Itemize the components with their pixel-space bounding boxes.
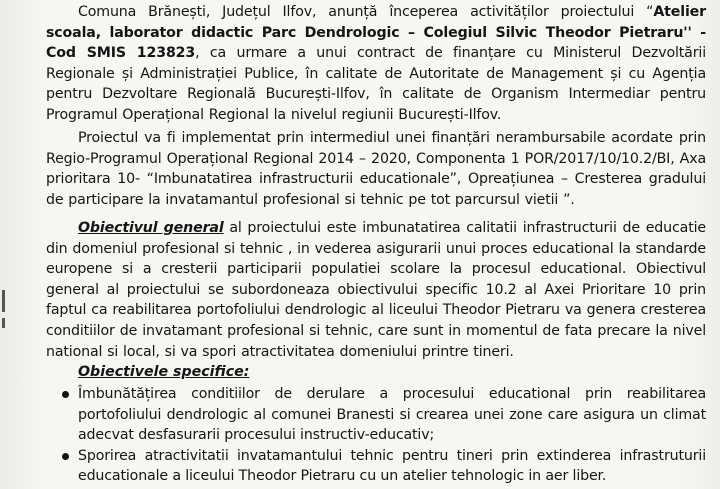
project-title: Atelier scoala, laborator didactic Parc Dendrologic – Colegiul Silvic Theodor Pietraru'' - Cod SMIS 123823	[46, 4, 706, 62]
bullet-icon	[62, 391, 69, 398]
specific-objectives-title: Obiectivele specifice	[78, 364, 244, 380]
list-item-text: Sporirea atractivitatii invatamantului tehnic pentru tineri prin extinderea infrastruturii educationale a liceului Theodor Pietraru cu un atelier tehnologic in aer liber.	[78, 447, 706, 485]
scan-edge-mark	[2, 318, 5, 328]
intro-paragraph	[46, 2, 706, 126]
specific-objectives-list	[46, 384, 706, 487]
specific-objectives-heading	[78, 364, 249, 380]
financing-text: Proiectul va fi implementat prin intermediul unei finanțări nerambursabile acordate prin Regio-Programul Operațional Regional 2014 – 2020, Componenta 1 POR/2017/10/10.2/BI, Axa prioritara 10- “Imbunatatirea infrastructurii educationale”, Opreațiunea – Cresterea gradului de participare la invatamantul profesional si tehnic pe tot parcursul vietii ”.	[46, 130, 706, 208]
bullet-icon	[62, 453, 69, 460]
list-item	[46, 384, 706, 446]
list-item-text: Îmbunătățirea conditiilor de derulare a procesului educational prin reabilitarea portofoliului dendrologic al comunei Branesti si crearea unei zone care asigura un climat adecvat desfasurarii procesului instructiv-educativ;	[78, 386, 706, 444]
heading-colon: :	[243, 364, 250, 380]
financing-paragraph	[46, 128, 706, 210]
scan-edge-mark	[2, 290, 5, 312]
general-objective-label: Obiectivul general	[78, 220, 224, 236]
general-objective-text: al proiectului este imbunatatirea calitatii infrastructurii de educatie din domeniul profesional si tehnic , in vederea asigurarii unui proces educational la standarde europene si a cresterii participarii populatiei scolare la procesul educational. Obiectivul general al proiectului se subordoneaza obiectivului specific 10.2 al Axei Prioritare 10 prin faptul ca reabilitarea portofoliului dendrologic al liceului Theodor Pietraru va genera cresterea conditiilor de invatamant profesional si tehnic, care sunt in momentul de fata precare la nivel national si local, si va spori atractivitatea domeniului printre tineri.	[46, 220, 706, 360]
intro-text-continued: , ca urmare a unui contract de finanțare cu Ministerul Dezvoltării Regionale și Administrației Publice, în calitate de Autoritate de Management și cu Agenția pentru Dezvoltare Regională București-Ilfov, în calitate de Organism Intermediar pentru Programul Operațional Regional la nivelul regiunii București-Ilfov.	[46, 45, 706, 123]
general-objective-paragraph	[46, 218, 706, 362]
list-item	[46, 446, 706, 487]
intro-text: Comuna Brănești, Județul Ilfov, anunță începerea activităților proiectului “	[78, 4, 654, 20]
